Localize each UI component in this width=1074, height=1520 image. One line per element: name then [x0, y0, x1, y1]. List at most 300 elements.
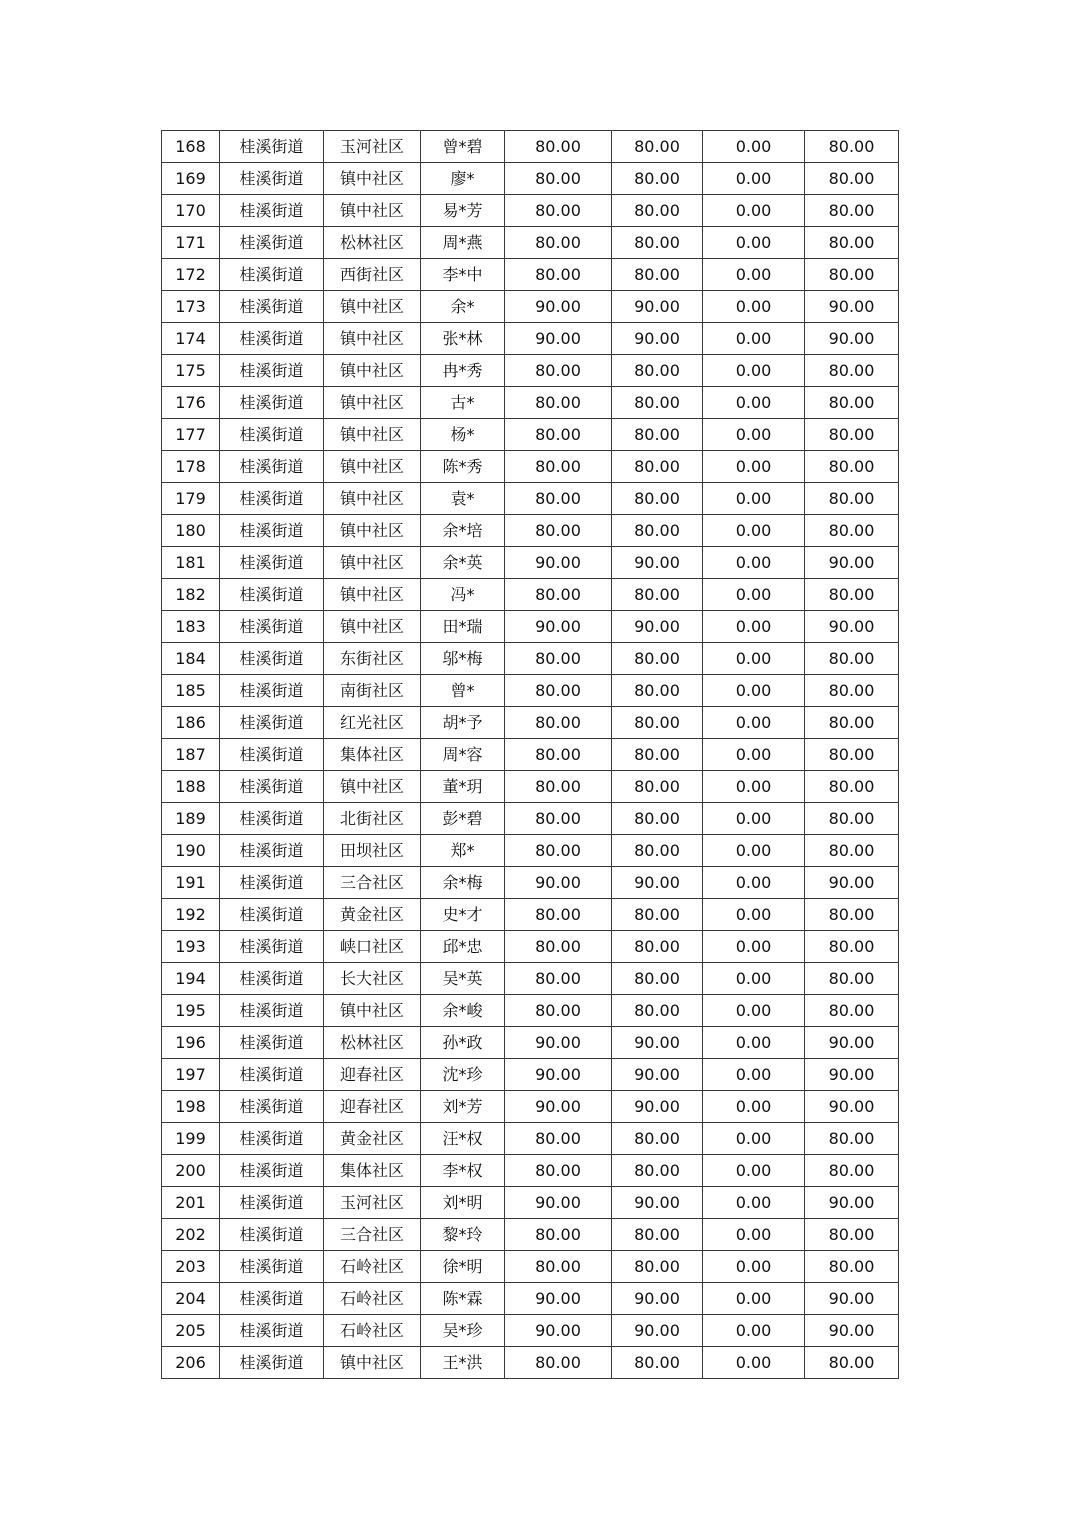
amount-cell: 0.00: [703, 739, 805, 771]
community-cell: 镇中社区: [324, 611, 421, 643]
seq-no-cell: 183: [162, 611, 220, 643]
subdistrict-cell: 桂溪街道: [220, 451, 324, 483]
seq-no-cell: 192: [162, 899, 220, 931]
amount-cell: 80.00: [505, 707, 612, 739]
subdistrict-cell: 桂溪街道: [220, 387, 324, 419]
amount-cell: 0.00: [703, 515, 805, 547]
seq-no-cell: 189: [162, 803, 220, 835]
amount-cell: 90.00: [612, 291, 703, 323]
amount-cell: 90.00: [612, 1059, 703, 1091]
amount-cell: 80.00: [612, 259, 703, 291]
subdistrict-cell: 桂溪街道: [220, 1347, 324, 1379]
amount-cell: 0.00: [703, 611, 805, 643]
amount-cell: 90.00: [805, 1187, 899, 1219]
name-cell: 冉*秀: [421, 355, 505, 387]
amount-cell: 80.00: [612, 1155, 703, 1187]
table-row: [162, 1155, 899, 1187]
table-row: [162, 1187, 899, 1219]
community-cell: 迎春社区: [324, 1091, 421, 1123]
name-cell: 吴*珍: [421, 1315, 505, 1347]
table-row: [162, 515, 899, 547]
table-row: [162, 1315, 899, 1347]
amount-cell: 90.00: [612, 611, 703, 643]
amount-cell: 90.00: [505, 1027, 612, 1059]
amount-cell: 80.00: [612, 963, 703, 995]
amount-cell: 80.00: [805, 1251, 899, 1283]
amount-cell: 0.00: [703, 771, 805, 803]
name-cell: 田*瑞: [421, 611, 505, 643]
table-row: [162, 579, 899, 611]
subdistrict-cell: 桂溪街道: [220, 1283, 324, 1315]
amount-cell: 90.00: [505, 1059, 612, 1091]
subdistrict-cell: 桂溪街道: [220, 355, 324, 387]
amount-cell: 80.00: [805, 1155, 899, 1187]
table-row: [162, 835, 899, 867]
community-cell: 石岭社区: [324, 1283, 421, 1315]
table-row: [162, 899, 899, 931]
seq-no-cell: 174: [162, 323, 220, 355]
amount-cell: 0.00: [703, 387, 805, 419]
amount-cell: 90.00: [612, 1283, 703, 1315]
amount-cell: 0.00: [703, 131, 805, 163]
amount-cell: 80.00: [805, 1123, 899, 1155]
amount-cell: 90.00: [612, 323, 703, 355]
community-cell: 镇中社区: [324, 451, 421, 483]
community-cell: 镇中社区: [324, 291, 421, 323]
amount-cell: 80.00: [505, 195, 612, 227]
amount-cell: 0.00: [703, 451, 805, 483]
name-cell: 余*峻: [421, 995, 505, 1027]
seq-no-cell: 186: [162, 707, 220, 739]
subdistrict-cell: 桂溪街道: [220, 1123, 324, 1155]
amount-cell: 90.00: [505, 291, 612, 323]
community-cell: 石岭社区: [324, 1315, 421, 1347]
name-cell: 刘*芳: [421, 1091, 505, 1123]
table-body: [162, 131, 899, 1379]
amount-cell: 0.00: [703, 163, 805, 195]
amount-cell: 90.00: [505, 1315, 612, 1347]
amount-cell: 90.00: [805, 547, 899, 579]
table-row: [162, 419, 899, 451]
name-cell: 汪*权: [421, 1123, 505, 1155]
amount-cell: 80.00: [505, 995, 612, 1027]
subdistrict-cell: 桂溪街道: [220, 547, 324, 579]
amount-cell: 80.00: [505, 515, 612, 547]
subdistrict-cell: 桂溪街道: [220, 707, 324, 739]
subdistrict-cell: 桂溪街道: [220, 675, 324, 707]
subdistrict-cell: 桂溪街道: [220, 419, 324, 451]
amount-cell: 80.00: [612, 1251, 703, 1283]
seq-no-cell: 200: [162, 1155, 220, 1187]
seq-no-cell: 194: [162, 963, 220, 995]
table-row: [162, 963, 899, 995]
name-cell: 沈*珍: [421, 1059, 505, 1091]
amount-cell: 80.00: [505, 355, 612, 387]
subdistrict-cell: 桂溪街道: [220, 995, 324, 1027]
amount-cell: 0.00: [703, 547, 805, 579]
amount-cell: 80.00: [505, 1251, 612, 1283]
seq-no-cell: 171: [162, 227, 220, 259]
community-cell: 镇中社区: [324, 419, 421, 451]
amount-cell: 80.00: [805, 259, 899, 291]
table-row: [162, 643, 899, 675]
subdistrict-cell: 桂溪街道: [220, 931, 324, 963]
amount-cell: 0.00: [703, 579, 805, 611]
amount-cell: 80.00: [612, 579, 703, 611]
amount-cell: 90.00: [505, 867, 612, 899]
community-cell: 三合社区: [324, 867, 421, 899]
amount-cell: 90.00: [805, 1315, 899, 1347]
seq-no-cell: 199: [162, 1123, 220, 1155]
seq-no-cell: 170: [162, 195, 220, 227]
community-cell: 北街社区: [324, 803, 421, 835]
amount-cell: 90.00: [805, 1283, 899, 1315]
seq-no-cell: 204: [162, 1283, 220, 1315]
seq-no-cell: 202: [162, 1219, 220, 1251]
amount-cell: 80.00: [805, 227, 899, 259]
amount-cell: 80.00: [805, 835, 899, 867]
amount-cell: 80.00: [505, 835, 612, 867]
subdistrict-cell: 桂溪街道: [220, 739, 324, 771]
amount-cell: 90.00: [505, 1091, 612, 1123]
amount-cell: 90.00: [612, 1027, 703, 1059]
amount-cell: 0.00: [703, 707, 805, 739]
amount-cell: 80.00: [805, 899, 899, 931]
table-row: [162, 707, 899, 739]
community-cell: 长大社区: [324, 963, 421, 995]
amount-cell: 80.00: [612, 643, 703, 675]
name-cell: 郑*: [421, 835, 505, 867]
seq-no-cell: 176: [162, 387, 220, 419]
amount-cell: 80.00: [612, 451, 703, 483]
community-cell: 镇中社区: [324, 771, 421, 803]
subdistrict-cell: 桂溪街道: [220, 899, 324, 931]
amount-cell: 0.00: [703, 643, 805, 675]
subdistrict-cell: 桂溪街道: [220, 771, 324, 803]
amount-cell: 0.00: [703, 675, 805, 707]
name-cell: 张*林: [421, 323, 505, 355]
table-row: [162, 1347, 899, 1379]
seq-no-cell: 185: [162, 675, 220, 707]
amount-cell: 80.00: [805, 579, 899, 611]
table-row: [162, 483, 899, 515]
community-cell: 黄金社区: [324, 1123, 421, 1155]
subdistrict-cell: 桂溪街道: [220, 195, 324, 227]
name-cell: 胡*予: [421, 707, 505, 739]
amount-cell: 90.00: [805, 1091, 899, 1123]
amount-cell: 0.00: [703, 867, 805, 899]
community-cell: 镇中社区: [324, 387, 421, 419]
name-cell: 曾*: [421, 675, 505, 707]
amount-cell: 80.00: [505, 451, 612, 483]
seq-no-cell: 175: [162, 355, 220, 387]
amount-cell: 80.00: [612, 195, 703, 227]
amount-cell: 90.00: [505, 1283, 612, 1315]
amount-cell: 0.00: [703, 1251, 805, 1283]
amount-cell: 80.00: [805, 803, 899, 835]
amount-cell: 80.00: [612, 387, 703, 419]
subdistrict-cell: 桂溪街道: [220, 1091, 324, 1123]
seq-no-cell: 198: [162, 1091, 220, 1123]
subdistrict-cell: 桂溪街道: [220, 323, 324, 355]
table-row: [162, 611, 899, 643]
amount-cell: 80.00: [805, 643, 899, 675]
amount-cell: 0.00: [703, 931, 805, 963]
amount-cell: 80.00: [505, 643, 612, 675]
amount-cell: 80.00: [505, 387, 612, 419]
subdistrict-cell: 桂溪街道: [220, 1315, 324, 1347]
amount-cell: 80.00: [505, 1219, 612, 1251]
table-row: [162, 867, 899, 899]
amount-cell: 80.00: [805, 675, 899, 707]
table-row: [162, 995, 899, 1027]
amount-cell: 80.00: [612, 355, 703, 387]
amount-cell: 90.00: [505, 547, 612, 579]
amount-cell: 0.00: [703, 1027, 805, 1059]
subdistrict-cell: 桂溪街道: [220, 131, 324, 163]
name-cell: 余*英: [421, 547, 505, 579]
seq-no-cell: 180: [162, 515, 220, 547]
amount-cell: 80.00: [505, 163, 612, 195]
table-row: [162, 131, 899, 163]
amount-cell: 0.00: [703, 1091, 805, 1123]
amount-cell: 80.00: [505, 899, 612, 931]
amount-cell: 90.00: [505, 611, 612, 643]
seq-no-cell: 187: [162, 739, 220, 771]
seq-no-cell: 168: [162, 131, 220, 163]
seq-no-cell: 173: [162, 291, 220, 323]
name-cell: 陈*霖: [421, 1283, 505, 1315]
name-cell: 刘*明: [421, 1187, 505, 1219]
community-cell: 田坝社区: [324, 835, 421, 867]
amount-cell: 90.00: [612, 547, 703, 579]
amount-cell: 80.00: [505, 771, 612, 803]
community-cell: 红光社区: [324, 707, 421, 739]
amount-cell: 80.00: [505, 1123, 612, 1155]
amount-cell: 80.00: [612, 995, 703, 1027]
name-cell: 史*才: [421, 899, 505, 931]
amount-cell: 0.00: [703, 835, 805, 867]
name-cell: 徐*明: [421, 1251, 505, 1283]
subdistrict-cell: 桂溪街道: [220, 963, 324, 995]
amount-cell: 80.00: [612, 771, 703, 803]
community-cell: 镇中社区: [324, 483, 421, 515]
amount-cell: 80.00: [505, 1347, 612, 1379]
amount-cell: 90.00: [505, 1187, 612, 1219]
table-row: [162, 931, 899, 963]
amount-cell: 90.00: [805, 611, 899, 643]
amount-cell: 80.00: [612, 227, 703, 259]
amount-cell: 90.00: [612, 1315, 703, 1347]
amount-cell: 80.00: [612, 931, 703, 963]
amount-cell: 80.00: [612, 739, 703, 771]
amount-cell: 90.00: [505, 323, 612, 355]
table-row: [162, 1091, 899, 1123]
amount-cell: 80.00: [505, 259, 612, 291]
name-cell: 董*玥: [421, 771, 505, 803]
amount-cell: 0.00: [703, 227, 805, 259]
subdistrict-cell: 桂溪街道: [220, 835, 324, 867]
subdistrict-cell: 桂溪街道: [220, 1219, 324, 1251]
community-cell: 松林社区: [324, 227, 421, 259]
amount-cell: 80.00: [805, 163, 899, 195]
amount-cell: 80.00: [612, 1123, 703, 1155]
community-cell: 镇中社区: [324, 579, 421, 611]
amount-cell: 0.00: [703, 195, 805, 227]
seq-no-cell: 203: [162, 1251, 220, 1283]
table-row: [162, 387, 899, 419]
table-row: [162, 1219, 899, 1251]
community-cell: 迎春社区: [324, 1059, 421, 1091]
community-cell: 东街社区: [324, 643, 421, 675]
amount-cell: 80.00: [505, 931, 612, 963]
community-cell: 镇中社区: [324, 1347, 421, 1379]
name-cell: 黎*玲: [421, 1219, 505, 1251]
amount-cell: 80.00: [505, 963, 612, 995]
community-cell: 镇中社区: [324, 323, 421, 355]
seq-no-cell: 193: [162, 931, 220, 963]
seq-no-cell: 205: [162, 1315, 220, 1347]
amount-cell: 0.00: [703, 355, 805, 387]
seq-no-cell: 184: [162, 643, 220, 675]
amount-cell: 80.00: [612, 419, 703, 451]
seq-no-cell: 169: [162, 163, 220, 195]
amount-cell: 80.00: [805, 1347, 899, 1379]
community-cell: 西街社区: [324, 259, 421, 291]
amount-cell: 80.00: [805, 739, 899, 771]
table-row: [162, 451, 899, 483]
amount-cell: 80.00: [505, 739, 612, 771]
name-cell: 曾*碧: [421, 131, 505, 163]
amount-cell: 0.00: [703, 1347, 805, 1379]
amount-cell: 80.00: [805, 387, 899, 419]
name-cell: 邬*梅: [421, 643, 505, 675]
amount-cell: 80.00: [505, 1155, 612, 1187]
table-row: [162, 291, 899, 323]
name-cell: 孙*政: [421, 1027, 505, 1059]
amount-cell: 80.00: [805, 995, 899, 1027]
amount-cell: 0.00: [703, 995, 805, 1027]
table-row: [162, 675, 899, 707]
amount-cell: 80.00: [805, 771, 899, 803]
subdistrict-cell: 桂溪街道: [220, 867, 324, 899]
community-cell: 南街社区: [324, 675, 421, 707]
amount-cell: 90.00: [805, 323, 899, 355]
amount-cell: 0.00: [703, 291, 805, 323]
amount-cell: 0.00: [703, 323, 805, 355]
name-cell: 周*容: [421, 739, 505, 771]
table-row: [162, 323, 899, 355]
amount-cell: 80.00: [505, 483, 612, 515]
name-cell: 余*梅: [421, 867, 505, 899]
amount-cell: 0.00: [703, 1187, 805, 1219]
community-cell: 镇中社区: [324, 515, 421, 547]
subdistrict-cell: 桂溪街道: [220, 643, 324, 675]
seq-no-cell: 190: [162, 835, 220, 867]
amount-cell: 80.00: [612, 1347, 703, 1379]
amount-cell: 0.00: [703, 803, 805, 835]
name-cell: 陈*秀: [421, 451, 505, 483]
seq-no-cell: 206: [162, 1347, 220, 1379]
seq-no-cell: 177: [162, 419, 220, 451]
table-row: [162, 1059, 899, 1091]
amount-cell: 80.00: [612, 131, 703, 163]
amount-cell: 80.00: [612, 1219, 703, 1251]
seq-no-cell: 196: [162, 1027, 220, 1059]
name-cell: 李*权: [421, 1155, 505, 1187]
amount-cell: 80.00: [505, 579, 612, 611]
amount-cell: 90.00: [805, 867, 899, 899]
community-cell: 三合社区: [324, 1219, 421, 1251]
amount-cell: 0.00: [703, 259, 805, 291]
amount-cell: 0.00: [703, 483, 805, 515]
name-cell: 余*培: [421, 515, 505, 547]
amount-cell: 0.00: [703, 1059, 805, 1091]
name-cell: 易*芳: [421, 195, 505, 227]
amount-cell: 90.00: [805, 1059, 899, 1091]
amount-cell: 80.00: [805, 195, 899, 227]
amount-cell: 80.00: [805, 131, 899, 163]
amount-cell: 0.00: [703, 963, 805, 995]
amount-cell: 0.00: [703, 1123, 805, 1155]
seq-no-cell: 195: [162, 995, 220, 1027]
table-row: [162, 1251, 899, 1283]
amount-cell: 90.00: [612, 867, 703, 899]
subdistrict-cell: 桂溪街道: [220, 227, 324, 259]
seq-no-cell: 172: [162, 259, 220, 291]
seq-no-cell: 178: [162, 451, 220, 483]
community-cell: 石岭社区: [324, 1251, 421, 1283]
amount-cell: 80.00: [805, 355, 899, 387]
community-cell: 玉河社区: [324, 1187, 421, 1219]
amount-cell: 90.00: [805, 291, 899, 323]
name-cell: 周*燕: [421, 227, 505, 259]
community-cell: 峡口社区: [324, 931, 421, 963]
subdistrict-cell: 桂溪街道: [220, 579, 324, 611]
table-row: [162, 355, 899, 387]
community-cell: 集体社区: [324, 1155, 421, 1187]
table-row: [162, 1027, 899, 1059]
amount-cell: 80.00: [612, 675, 703, 707]
amount-cell: 80.00: [505, 131, 612, 163]
name-cell: 吴*英: [421, 963, 505, 995]
amount-cell: 80.00: [805, 419, 899, 451]
community-cell: 玉河社区: [324, 131, 421, 163]
name-cell: 古*: [421, 387, 505, 419]
amount-cell: 0.00: [703, 1315, 805, 1347]
table-row: [162, 227, 899, 259]
seq-no-cell: 191: [162, 867, 220, 899]
amount-cell: 80.00: [505, 419, 612, 451]
amount-cell: 80.00: [805, 707, 899, 739]
seq-no-cell: 188: [162, 771, 220, 803]
community-cell: 镇中社区: [324, 355, 421, 387]
community-cell: 镇中社区: [324, 163, 421, 195]
amount-cell: 80.00: [805, 1219, 899, 1251]
community-cell: 镇中社区: [324, 547, 421, 579]
table-row: [162, 547, 899, 579]
amount-cell: 0.00: [703, 1219, 805, 1251]
name-cell: 袁*: [421, 483, 505, 515]
seq-no-cell: 181: [162, 547, 220, 579]
amount-cell: 80.00: [805, 963, 899, 995]
amount-cell: 80.00: [505, 803, 612, 835]
community-cell: 镇中社区: [324, 195, 421, 227]
amount-cell: 90.00: [612, 1187, 703, 1219]
table-row: [162, 803, 899, 835]
amount-cell: 0.00: [703, 1155, 805, 1187]
name-cell: 余*: [421, 291, 505, 323]
